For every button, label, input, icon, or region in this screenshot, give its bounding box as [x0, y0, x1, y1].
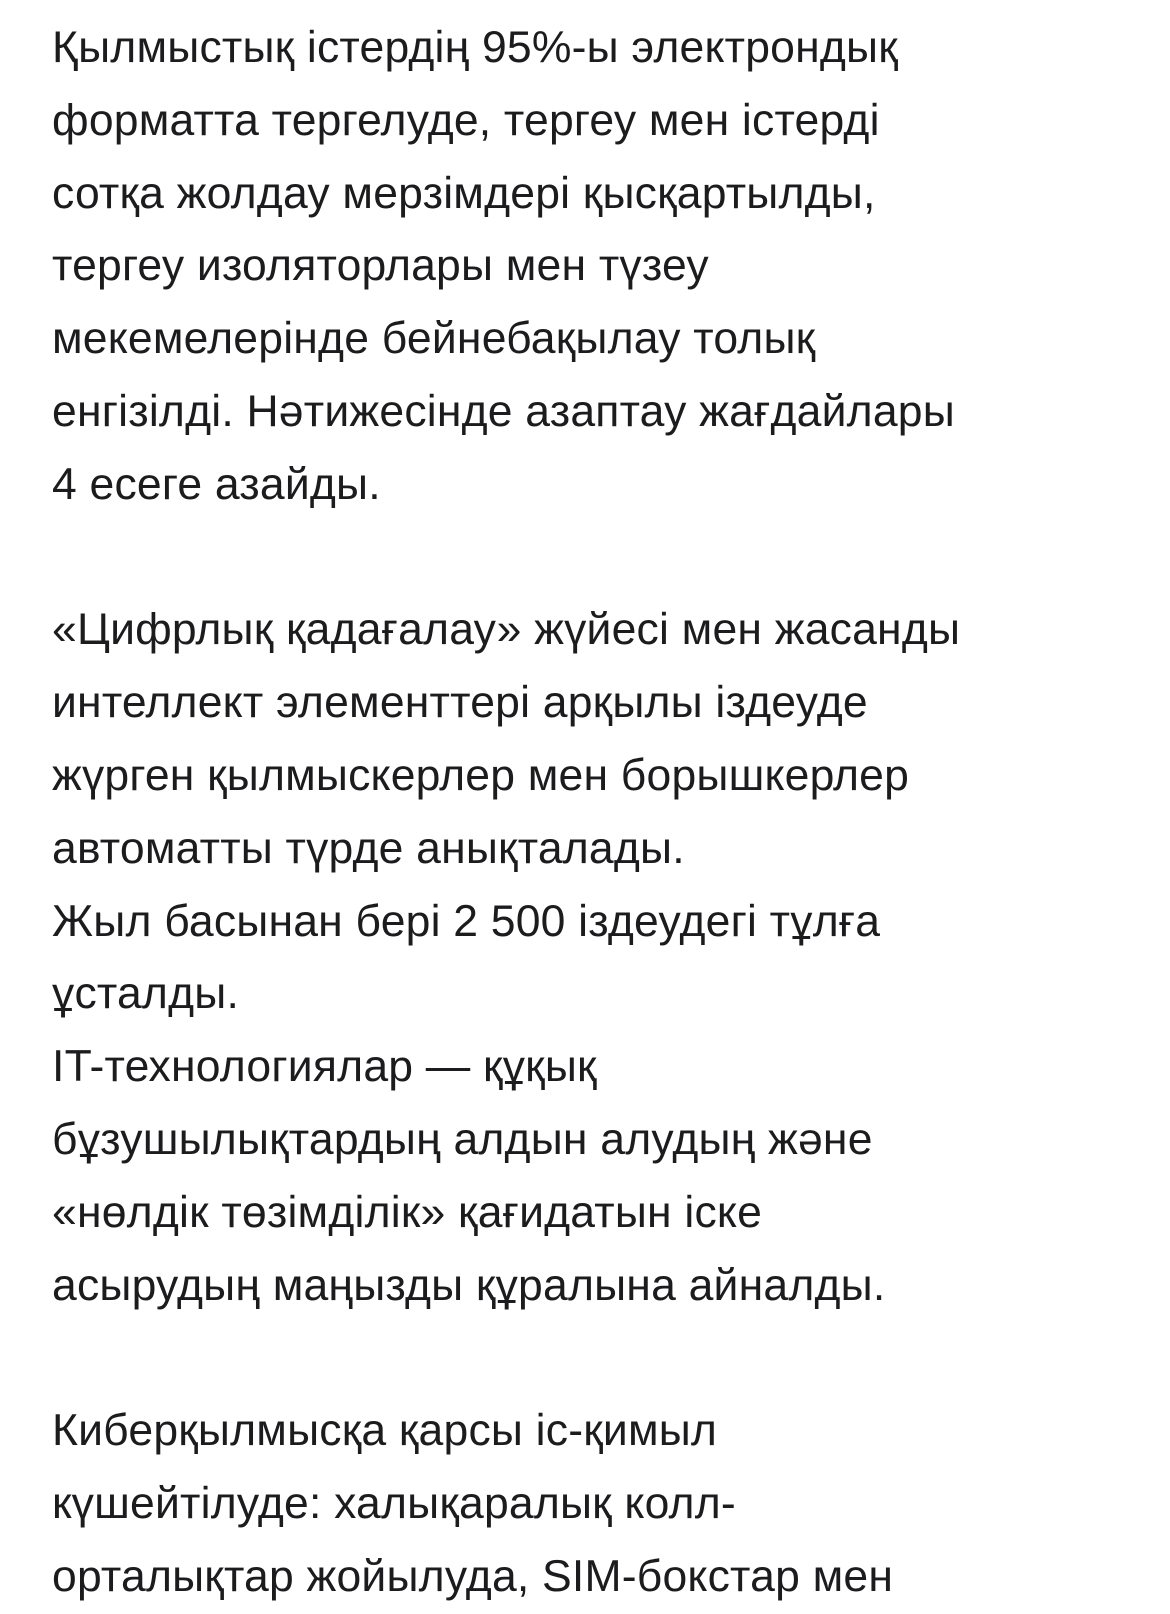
text-line: автоматты түрде анықталады. — [52, 823, 685, 873]
text-line: «нөлдік төзімділік» қағидатын іске — [52, 1187, 763, 1237]
text-line: ұсталды. — [52, 969, 240, 1019]
text-line: форматта тергелуде, тергеу мен істерді — [52, 95, 880, 145]
text-line: Жыл басынан бері 2 500 іздеудегі тұлға — [52, 896, 881, 946]
text-line: 4 есеге азайды. — [52, 459, 381, 509]
text-line: интеллект элементтері арқылы іздеуде — [52, 678, 868, 728]
text-line: сотқа жолдау мерзімдері қысқартылды, — [52, 168, 876, 218]
article-text — [52, 12, 1152, 1614]
paragraph-3 — [52, 1395, 1152, 1613]
paragraph-1 — [52, 12, 1152, 522]
text-line: орталықтар жойылуда, SIM-бокстар мен — [52, 1551, 894, 1601]
paragraph-spacer — [52, 1322, 1152, 1395]
text-line: IT-технологиялар — құқық — [52, 1042, 597, 1092]
text-line: енгізілді. Нәтижесінде азаптау жағдайлары — [52, 386, 955, 436]
text-line: Киберқылмысқа қарсы іс-қимыл — [52, 1406, 718, 1456]
text-line: асырудың маңызды құралына айналды. — [52, 1260, 886, 1310]
paragraph-2 — [52, 594, 1152, 1322]
text-line: бұзушылықтардың алдын алудың және — [52, 1114, 873, 1164]
text-line: тергеу изоляторлары мен түзеу — [52, 241, 709, 291]
text-line: мекемелерінде бейнебақылау толық — [52, 314, 816, 364]
paragraph-spacer — [52, 522, 1152, 595]
text-line: күшейтілуде: халықаралық колл- — [52, 1478, 736, 1528]
text-line: Қылмыстық істердің 95%-ы электрондық — [52, 23, 898, 72]
text-line: «Цифрлық қадағалау» жүйесі мен жасанды — [52, 605, 961, 655]
text-line: жүрген қылмыскерлер мен борышкерлер — [52, 750, 910, 800]
